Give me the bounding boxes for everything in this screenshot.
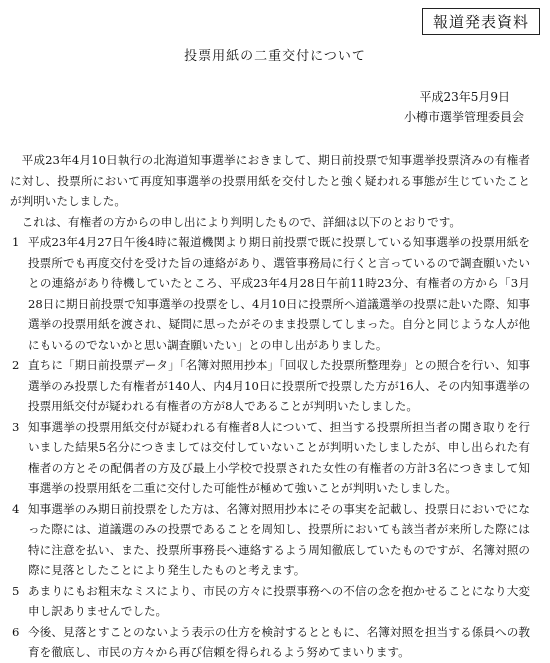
item-number: 4 [12, 501, 20, 516]
intro-paragraph-2: これは、有権者の方からの申し出により判明したもので、詳細は以下のとおりです。 [21, 214, 461, 229]
item-number: 1 [12, 235, 20, 249]
item-number: 5 [12, 583, 20, 598]
press-release-stamp: 報道発表資料 [422, 8, 540, 35]
list-item [10, 417, 530, 499]
item-text: 知事選挙の投票用紙交付が疑われる有権者8人について、担当する投票所担当者の聞き取りを行いました結果5名分につきましては交付していないことが判明いたしましたが、申し出られた有権者の方とその配偶者の方及び最上小学校で投票された女性の有権者の方計3名につきまして知事選挙の投票用紙を二重に交付した可能性が極めて強いことが判明いたしました。 [28, 419, 530, 495]
item-text: あまりにもお粗末なミスにより、市民の方々に投票事務への不信の念を抱かせることになり大変申し訳ありませんでした。 [28, 583, 530, 618]
item-text: 平成23年4月27日午後4時に報道機関より期日前投票で既に投票している知事選挙の投票用紙を投票所でも再度交付を受けた旨の連絡があり、選管事務局に行くと言っているので調査願いたいとの連絡があり待機していたところ、平成23年4月28日午前11時23分、有権者の方から「3月28日に期日前投票で知事選挙の投票をし、4月10日に投票所へ道議選挙の投票に赴いた際、知事選挙の投票用紙を渡され、疑問に思ったがそのまま投票してしまった。自分と同じような人が他にもいるのでないかと思い調査願いたい」との申し出がありました。 [28, 235, 530, 352]
intro-paragraph-1: 平成23年4月10日執行の北海道知事選挙におきまして、期日前投票で知事選挙投票済みの有権者に対し、投票所において再度知事選挙の投票用紙を交付したと強く疑われる事態が生じていたことが判明いたしました。 [10, 153, 530, 208]
item-number: 6 [12, 624, 20, 639]
list-item [10, 499, 530, 581]
item-number: 2 [12, 358, 20, 372]
item-text: 今後、見落とすことのないよう表示の仕方を検討するとともに、名簿対照を担当する係員への教育を徹底し、市民の方々から再び信頼を得られるよう努めてまいります。 [28, 624, 530, 659]
list-item [10, 232, 530, 355]
item-text: 直ちに「期日前投票データ」「名簿対照用抄本」「回収した投票所整理券」との照合を行い、知事選挙のみ投票した有権者が140人、内4月10日に投票所で投票した方が16人、その内知事選挙の投票用紙交付が疑われる有権者の方が8人であることが判明いたしました。 [28, 358, 530, 413]
list-item [10, 355, 530, 417]
item-text: 知事選挙のみ期日前投票をした方は、名簿対照用抄本にその事実を記載し、投票日においでになった際には、道議選のみの投票であることを周知し、投票所においても該当者が来所した際には特に注意を払い、また、投票所事務長へ連絡するよう周知徹底していたものですが、名簿対照の際に見落としたことにより発生したものと考えます。 [28, 501, 530, 577]
item-number: 3 [12, 419, 20, 434]
document-date: 平成23年5月9日 [419, 90, 510, 104]
issuing-organization: 小樽市選挙管理委員会 [403, 110, 524, 124]
list-item [10, 581, 530, 622]
list-item [10, 622, 530, 663]
document-title: 投票用紙の二重交付について [184, 49, 366, 64]
document-body [10, 150, 530, 663]
